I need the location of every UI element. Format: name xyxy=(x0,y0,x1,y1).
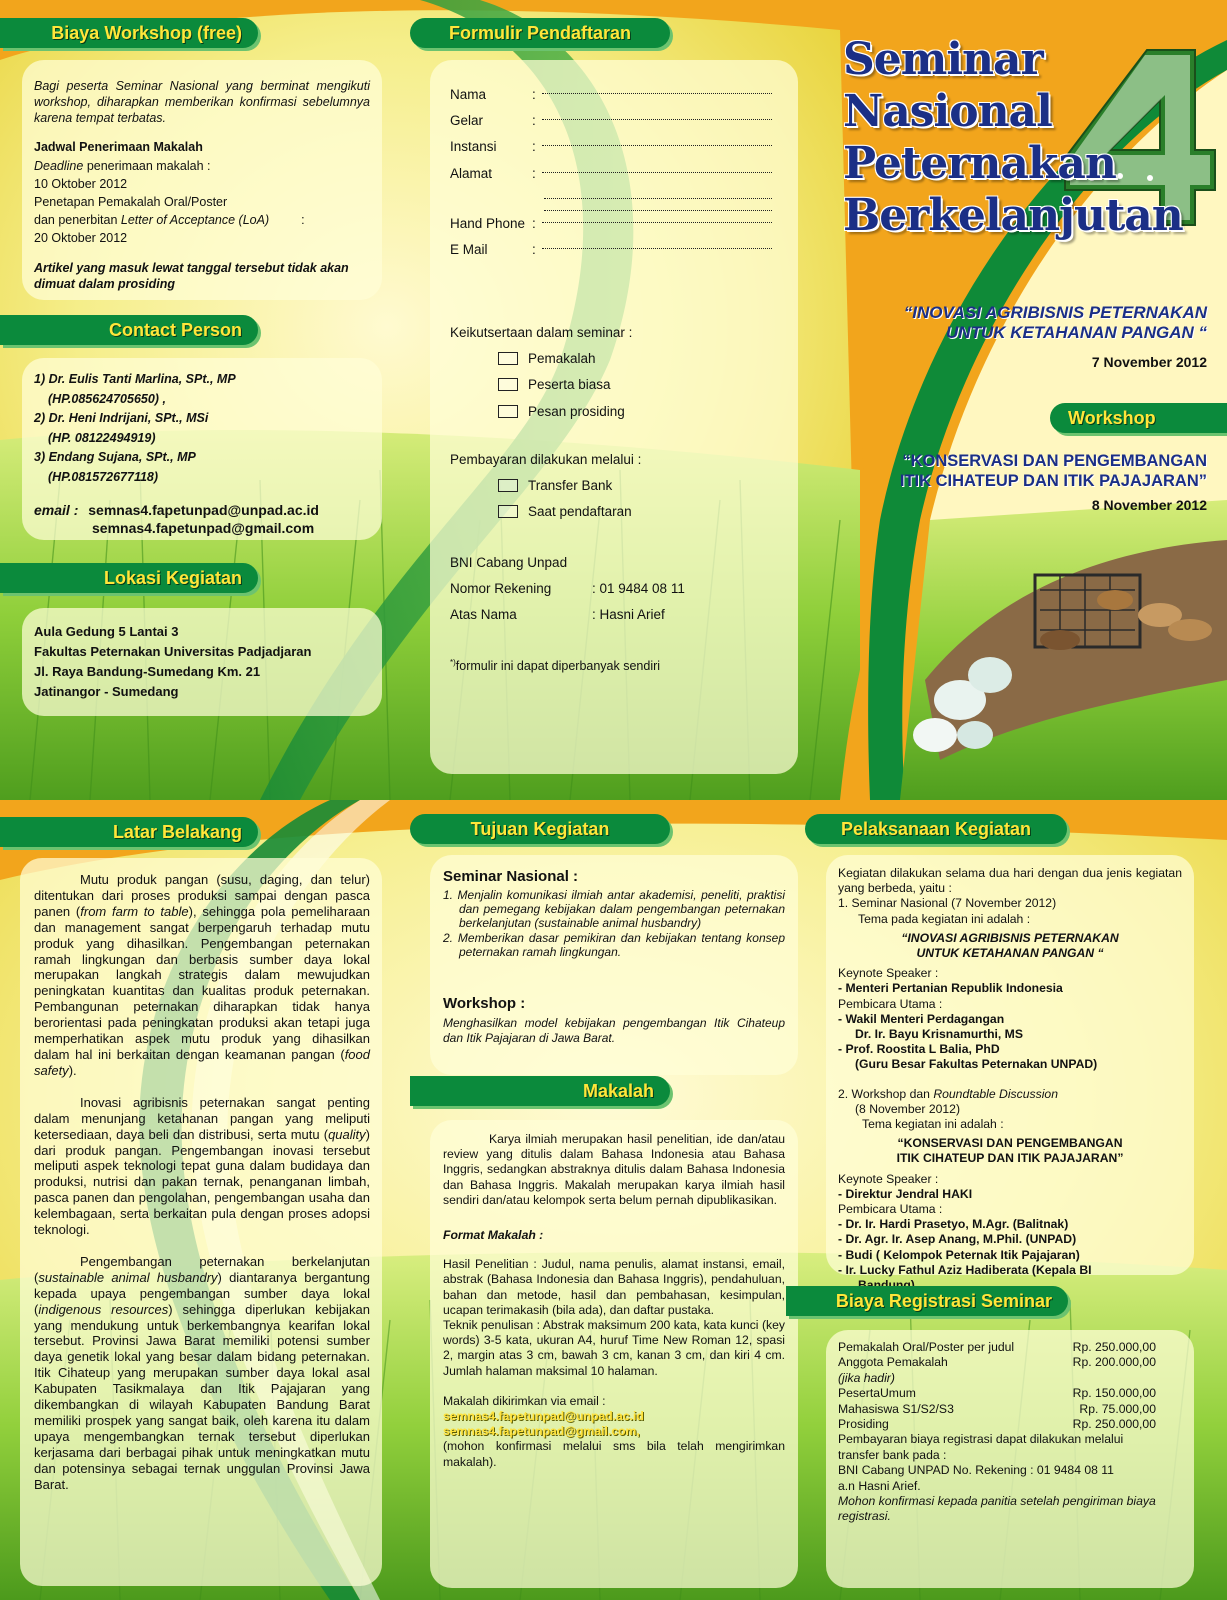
title-line-3: Peternakan xyxy=(843,138,1116,189)
option-saat-pendaftaran: Saat pendaftaran xyxy=(528,504,632,520)
lokasi-line-4: Jatinangor - Sumedang xyxy=(34,684,179,699)
workshop-theme xyxy=(900,451,1207,491)
checkbox-transfer-bank[interactable] xyxy=(498,479,518,492)
jadwal-details xyxy=(34,157,305,247)
checkbox-pesan-prosiding[interactable] xyxy=(498,405,518,418)
field-input-handphone[interactable] xyxy=(542,211,772,223)
rekening-label: Nomor Rekening xyxy=(450,581,552,597)
field-label-instansi: Instansi xyxy=(450,139,497,155)
checkbox-saat-pendaftaran[interactable] xyxy=(498,505,518,518)
lokasi-address xyxy=(34,622,311,702)
field-label-nama: Nama xyxy=(450,87,487,102)
bank-name: BNI Cabang Unpad xyxy=(450,555,568,570)
seminar-theme-line-1: “INOVASI AGRIBISNIS PETERNAKAN xyxy=(903,303,1207,322)
contact-2-phone: (HP. 08122494919) xyxy=(48,430,156,445)
item1-theme-line-2: UNTUK KETAHANAN PANGAN “ xyxy=(916,946,1104,961)
tujuan-list xyxy=(443,888,785,959)
penetapan-text: Penetapan Pemakalah Oral/Poster xyxy=(34,195,228,209)
pembayaran-group xyxy=(450,447,641,526)
speaker2-3: - Budi ( Kelompok Peternak Itik Pajajaran) xyxy=(838,1247,1080,1262)
email-link-2[interactable]: semnas4.fapetunpad@gmail.com xyxy=(92,520,315,536)
title-line-2: Nasional xyxy=(843,86,1052,137)
workshop-date: 8 November 2012 xyxy=(1091,497,1207,513)
seminar-theme-line-2: UNTUK KETAHANAN PANGAN “ xyxy=(946,323,1207,342)
option-transfer-bank: Transfer Bank xyxy=(528,478,613,494)
lokasi-line-1: Aula Gedung 5 Lantai 3 xyxy=(34,624,179,639)
field-input-alamat-3[interactable] xyxy=(544,199,772,211)
tujuan-item-2: 2. Memberikan dasar pemikiran dan kebijakan tentang konsep peternakan ramah lingkungan. xyxy=(443,930,785,959)
confirm-note: Mohon konfirmasi kepada panitia setelah pengiriman biaya registrasi. xyxy=(838,1494,1156,1524)
pembayaran-title: Pembayaran dilakukan melalui : xyxy=(450,452,642,467)
deadline-label: Deadline xyxy=(34,159,84,173)
item1-tema: Tema pada kegiatan ini adalah : xyxy=(858,911,1031,926)
field-input-alamat-2[interactable] xyxy=(544,187,772,199)
option-peserta-biasa: Peserta biasa xyxy=(528,377,611,393)
jadwal-title: Jadwal Penerimaan Makalah xyxy=(34,140,203,154)
seminar-theme xyxy=(904,303,1207,343)
email-link-1[interactable]: semnas4.fapetunpad@unpad.ac.id xyxy=(88,502,319,518)
keynote-speaker-1: - Menteri Pertanian Republik Indonesia xyxy=(838,981,1063,996)
workshop-theme-line-2: ITIK CIHATEUP DAN ITIK PAJAJARAN” xyxy=(899,472,1207,490)
speaker2-1: - Dr. Ir. Hardi Prasetyo, M.Agr. (Balitnak) xyxy=(838,1217,1069,1232)
tujuan-workshop-title: Workshop : xyxy=(443,995,526,1012)
pelaksanaan-body xyxy=(838,866,1182,1293)
fee-row-4: PesertaUmum Rp. 150.000,00 xyxy=(838,1386,1156,1401)
section-header-pelaksanaan: Pelaksanaan Kegiatan xyxy=(805,814,1067,844)
loa-date: 20 Oktober 2012 xyxy=(34,231,128,245)
section-header-lokasi: Lokasi Kegiatan xyxy=(0,563,258,593)
field-input-nama[interactable] xyxy=(542,82,772,94)
contact-email xyxy=(34,501,319,537)
payment-note: Pembayaran biaya registrasi dapat dilakukan melalui transfer bank pada : xyxy=(838,1432,1124,1462)
loa-label: Letter of Acceptance (LoA) xyxy=(120,213,270,227)
latar-paragraph-2: Inovasi agribisnis peternakan sangat penting dalam menunjang ketahanan pangan yang meliputi ketersediaan, daya beli dan distribusi, serta mutu (quality) dari produk pangan. Pengembangan inovasi tersebut meliputi aspek teknologi tepat guna dalam budidaya dan produksi, nutrisi dan pakan ternak, penanganan limbah, pasca panen dan pengolahan, pengembangan usaha dan kelembagaan, serta berkaitan pula dengan proses adopsi teknologi. xyxy=(34,1094,370,1238)
option-pesan-prosiding: Pesan prosiding xyxy=(528,403,625,419)
field-input-email[interactable] xyxy=(542,237,772,249)
option-pemakalah: Pemakalah xyxy=(528,351,596,367)
biaya-registrasi-body xyxy=(838,1340,1156,1525)
makalah-email-intro: Makalah dikirimkan via email : xyxy=(443,1393,606,1408)
checkbox-peserta-biasa[interactable] xyxy=(498,378,518,391)
speaker2-4: - Ir. Lucky Fathul Aziz Hadiberata (Kepala BI xyxy=(838,1262,1092,1277)
pelaksanaan-item-2: 2. Workshop dan Roundtable Discussion xyxy=(838,1086,1058,1101)
item2-tema: Tema kegiatan ini adalah : xyxy=(862,1117,1004,1132)
makalah-email-2[interactable]: semnas4.fapetunpad@gmail.com, xyxy=(443,1424,640,1439)
pembicara-1-name: Dr. Ir. Bayu Krisnamurthi, MS xyxy=(855,1027,1023,1042)
fee-row-2: Anggota Pemakalah Rp. 200.000,00 xyxy=(838,1355,1156,1370)
fee-row-6: Prosiding Rp. 250.000,00 xyxy=(838,1417,1156,1432)
section-header-biaya-workshop: Biaya Workshop (free) xyxy=(0,18,258,48)
section-header-tujuan: Tujuan Kegiatan xyxy=(410,814,670,844)
item2-date: (8 November 2012) xyxy=(855,1101,960,1116)
registration-form: Nama : Gelar : Instansi : Alamat : Hand Phone : E Mail : xyxy=(450,82,772,263)
makalah-intro: Karya ilmiah merupakan hasil penelitian, ide dan/atau review yang ditulis dalam Bahasa Indonesia atau Bahasa Inggris, sedangkan abstraknya ditulis dalam Bahasa Indonesia dan Bahasa Inggris. Makalah merupakan karya ilmiah hasil sendiri dan/atau kelompok serta belum pernah dipublikasikan. xyxy=(443,1132,785,1207)
workshop-note: Artikel yang masuk lewat tanggal tersebut tidak akan dimuat dalam prosiding xyxy=(34,261,349,291)
format-text-2: Teknik penulisan : Abstrak maksimum 200 kata, kata kunci (key words) 3-5 kata, ukuran A4, huruf Time New Roman 12, spasi 2, margin atas 3 cm, bawah 3 cm, kanan 3 cm, dan kiri 4 cm. Jumlah halaman maksimal 10 halaman. xyxy=(443,1318,785,1378)
edition-number xyxy=(1180,205,1181,206)
deadline-rest: penerimaan makalah : xyxy=(83,159,211,173)
item2-theme-line-2: ITIK CIHATEUP DAN ITIK PAJAJARAN” xyxy=(896,1151,1124,1166)
item2-theme-line-1: “KONSERVASI DAN PENGEMBANGAN xyxy=(897,1136,1123,1151)
item1-theme-line-1: “INOVASI AGRIBISNIS PETERNAKAN xyxy=(901,930,1119,945)
section-header-formulir: Formulir Pendaftaran xyxy=(410,18,670,48)
latar-paragraph-1: Mutu produk pangan (susu, daging, dan telur) ditentukan dari proses produksi sampai dengan pasca panen (from farm to table), sehingga pola pemeliharaan dan management sangat berpengaruh terhadap mutu produk yang dihasilkan. Pengembangan peternakan ramah lingkungan dan berbasis sumber daya lokal merupakan langkah strategis dalam mewujudkan peningkatan kuantitas dan kualitas produk peternakan. Pembangunan peternakan diharapkan tidak hanya berorientasi pada peningkatan produksi akan tetapi juga memperhatikan aspek mutu produk yang dihasilkan dalam hal ini berkaitan dengan keamanan pangan (food safety). xyxy=(34,872,371,1078)
contact-2-name: 2) Dr. Heni Indrijani, SPt., MSi xyxy=(34,411,209,425)
makalah-email-note: (mohon konfirmasi melalui sms bila telah mengirimkan makalah). xyxy=(443,1439,785,1469)
seminar-date: 7 November 2012 xyxy=(1091,354,1207,370)
loa-colon: : xyxy=(301,213,305,227)
fee-row-1: Pemakalah Oral/Poster per judul Rp. 250.000,00 xyxy=(838,1340,1156,1354)
checkbox-pemakalah[interactable] xyxy=(498,352,518,365)
field-label-gelar: Gelar xyxy=(450,113,484,129)
keynote-label: Keynote Speaker : xyxy=(838,966,939,981)
contact-list xyxy=(34,370,236,487)
format-text-1: Hasil Penelitian : Judul, nama penulis, alamat instansi, email, abstrak (Bahasa Indonesia dan Bahasa Inggris), pendahuluan, bahan dan metode, hasil dan pembahasan, kesimpulan, ucapan terimakasih (bila ada), dan daftar pustaka. xyxy=(443,1257,785,1317)
latar-paragraph-3: Pengembangan peternakan berkelanjutan (sustainable animal husbandry) diantaranya bergantung kepada upaya pengembangan sumber daya lokal (indigenous resources) sehingga diperlukan kebijakan yang mendukung untuk berkembangnya kearifan lokal tersebut. Provinsi Jawa Barat memiliki potensi sumber daya genetik lokal yang besar dalam bidang peternakan. Itik Cihateup yang merupakan sumber daya lokal asal Kabupaten Tasikmalaya dan Itik Pajajaran yang dikembangkan di wilayah Kabupaten Bandung Barat memiliki prospek yang sangat baik, oleh karena itu dalam upaya mengembangkan ternak tersebut diperlukan kerjasama dari berbagai pihak untuk meningkatkan mutu dan potensinya sebagai ternak unggulan Provinsi Jawa Barat. xyxy=(34,1253,370,1492)
brochure-back xyxy=(0,800,1227,1600)
field-label-handphone: Hand Phone xyxy=(450,215,526,231)
section-header-contact-person: Contact Person xyxy=(0,315,258,345)
field-label-alamat: Alamat xyxy=(450,165,493,181)
pelaksanaan-item-1: 1. Seminar Nasional (7 November 2012) xyxy=(838,896,1057,911)
email-label: email : xyxy=(34,502,79,518)
pelaksanaan-intro: Kegiatan dilakukan selama dua hari dengan dua jenis kegiatan yang berbeda, yaitu : xyxy=(838,866,1182,896)
contact-3-name: 3) Endang Sujana, SPt., MP xyxy=(34,450,196,464)
section-header-makalah: Makalah xyxy=(410,1076,670,1106)
section-header-biaya-registrasi: Biaya Registrasi Seminar xyxy=(786,1286,1068,1316)
contact-3-phone: (HP.081572677118) xyxy=(48,469,159,484)
payment-bank: BNI Cabang UNPAD No. Rekening : 01 9484 08 11 xyxy=(838,1463,1114,1478)
keynote2-label: Keynote Speaker : xyxy=(838,1171,939,1186)
fee-row-5: Mahasiswa S1/S2/S3 Rp. 75.000,00 xyxy=(838,1401,1156,1416)
title-line-1: Seminar xyxy=(843,34,1043,85)
contact-1-phone: (HP.085624705650) , xyxy=(48,391,166,406)
field-label-email: E Mail xyxy=(450,242,488,258)
payment-an: a.n Hasni Arief. xyxy=(838,1478,921,1493)
loa-prefix: dan penerbitan xyxy=(34,213,121,227)
makalah-email-1[interactable]: semnas4.fapetunpad@unpad.ac.id xyxy=(443,1409,644,1424)
fee-row-3: (jika hadir) xyxy=(838,1370,895,1385)
workshop-intro: Bagi peserta Seminar Nasional yang berminat mengikuti workshop, diharapkan memberikan konfirmasi sebelumnya karena tempat terbatas. xyxy=(34,79,370,125)
pembicara-label: Pembicara Utama : xyxy=(838,996,943,1011)
atas-nama-value: : Hasni Arief xyxy=(592,607,665,623)
pembicara-2: - Prof. Roostita L Balia, PhD xyxy=(838,1042,1000,1057)
lokasi-line-3: Jl. Raya Bandung-Sumedang Km. 21 xyxy=(34,664,261,679)
cover-title xyxy=(843,34,1183,242)
lokasi-line-2: Fakultas Peternakan Universitas Padjadjaran xyxy=(34,644,312,659)
atas-nama-label: Atas Nama xyxy=(450,607,517,623)
title-line-4: Berkelanjutan xyxy=(843,190,1183,241)
tujuan-workshop-text: Menghasilkan model kebijakan pengembangan Itik Cihateup dan Itik Pajajaran di Jawa Barat. xyxy=(443,1016,785,1045)
form-footnote: *)formulir ini dapat diperbanyak sendiri xyxy=(450,658,661,674)
rekening-value: : 01 9484 08 11 xyxy=(592,581,685,597)
pembicara-1: - Wakil Menteri Perdagangan xyxy=(838,1011,1005,1026)
tujuan-item-1: 1. Menjalin komunikasi ilmiah antar akademisi, peneliti, praktisi dan pemegang kebijakan dalam pengembangan peternakan berkelanjutan (sustainable animal husbandry) xyxy=(443,888,785,931)
field-input-gelar[interactable] xyxy=(542,108,772,120)
tujuan-seminar-title: Seminar Nasional : xyxy=(443,868,579,885)
makalah-body xyxy=(443,1132,785,1470)
workshop-theme-line-1: “KONSERVASI DAN PENGEMBANGAN xyxy=(902,452,1207,470)
bank-info xyxy=(450,550,685,629)
field-input-alamat[interactable] xyxy=(542,161,772,173)
keikutsertaan-title: Keikutsertaan dalam seminar : xyxy=(450,325,633,340)
keynote2-speaker: - Direktur Jendral HAKI xyxy=(838,1186,973,1201)
keikutsertaan-group xyxy=(450,320,632,425)
latar-body xyxy=(34,872,370,1493)
section-header-latar-belakang: Latar Belakang xyxy=(0,817,258,847)
pembicara2-label: Pembicara Utama : xyxy=(838,1202,943,1217)
speaker2-2: - Dr. Agr. Ir. Asep Anang, M.Phil. (UNPAD) xyxy=(838,1232,1077,1247)
contact-1-name: 1) Dr. Eulis Tanti Marlina, SPt., MP xyxy=(34,372,236,386)
section-header-workshop: Workshop xyxy=(1050,403,1227,433)
pembicara-2-affiliation: (Guru Besar Fakultas Peternakan UNPAD) xyxy=(855,1057,1098,1072)
field-input-instansi[interactable] xyxy=(542,134,772,146)
format-title: Format Makalah : xyxy=(443,1228,544,1243)
deadline-date: 10 Oktober 2012 xyxy=(34,177,128,191)
